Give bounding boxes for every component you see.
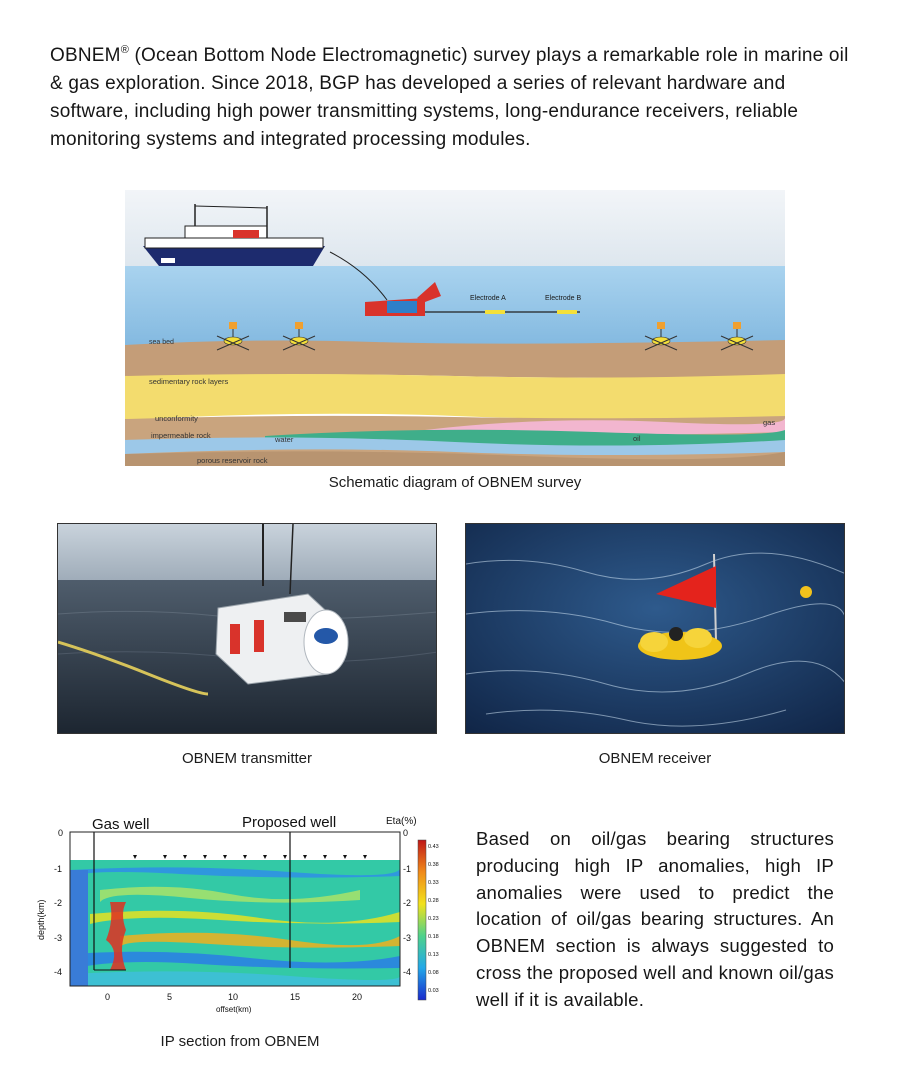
x-tick: 5 <box>167 992 173 1002</box>
brand-name: OBNEM <box>50 45 121 66</box>
seabed-layer <box>125 340 785 378</box>
schematic-diagram <box>125 190 785 466</box>
x-tick: 0 <box>105 992 111 1002</box>
electrode-a-marker <box>485 310 505 314</box>
colorbar-tick: 0.13 <box>428 952 439 958</box>
oil-label: oil <box>633 434 641 443</box>
colorbar-title: Eta(%) <box>386 816 417 827</box>
y-tick-right: -3 <box>403 933 412 943</box>
colorbar-tick: 0.18 <box>428 934 439 940</box>
y-tick-right: -1 <box>403 864 412 874</box>
intro-text: (Ocean Bottom Node Electromagnetic) survey plays a remarkable role in marine oil & gas exploration. Since 2018, BGP has developed a series of relevant hardware and software, including high power transmitting systems, long-endurance receivers, reliable monitoring systems and integrated processing modules. <box>50 45 849 150</box>
intro-paragraph <box>50 42 865 154</box>
description-paragraph: Based on oil/gas bearing structures producing high IP anomalies, high IP anomalies were used to predict the location of oil/gas bearing structures. An OBNEM section is always suggested to cross the proposed well and known oil/gas well if it is available. <box>476 828 834 1010</box>
x-tick: 20 <box>352 992 363 1002</box>
receiver-photo <box>465 523 845 734</box>
y-tick: -3 <box>54 933 63 943</box>
y-tick-right: 0 <box>403 828 409 838</box>
schematic-svg <box>125 190 785 466</box>
sedimentary-label: sedimentary rock layers <box>149 377 229 386</box>
x-tick: 15 <box>290 992 301 1002</box>
ip-section-figure <box>30 810 450 1025</box>
proposed-well-label: Proposed well <box>242 814 337 831</box>
transmitter-photo <box>57 523 437 734</box>
porous-label: porous reservoir rock <box>197 456 268 465</box>
colorbar-tick: 0.23 <box>428 916 439 922</box>
electrode-a-label: Electrode A <box>470 295 506 302</box>
y-tick: -2 <box>54 898 63 908</box>
water-label: water <box>275 435 294 444</box>
y-axis-label: depth(km) <box>36 899 46 940</box>
y-tick: -1 <box>54 864 63 874</box>
colorbar-tick: 0.03 <box>428 988 439 994</box>
y-tick: 0 <box>58 828 64 838</box>
impermeable-label: impermeable rock <box>151 431 211 440</box>
receiver-photo-svg <box>466 524 845 734</box>
registered-mark: ® <box>120 44 129 56</box>
buoy-icon <box>800 586 812 598</box>
ip-section-svg <box>30 810 450 1025</box>
receiver-caption: OBNEM receiver <box>598 750 712 767</box>
colorbar-tick: 0.43 <box>428 844 439 850</box>
y-tick-right: -4 <box>403 967 412 977</box>
x-tick: 10 <box>228 992 239 1002</box>
electrode-b-marker <box>557 310 577 314</box>
ip-section-caption: IP section from OBNEM <box>160 1033 320 1050</box>
schematic-caption: Schematic diagram of OBNEM survey <box>328 474 582 491</box>
gas-label: gas <box>763 418 776 427</box>
unconformity-label: unconformity <box>155 414 198 423</box>
colorbar-tick: 0.38 <box>428 862 439 868</box>
colorbar-tick: 0.28 <box>428 898 439 904</box>
sea-bed-label: sea bed <box>149 339 174 346</box>
x-axis-label: offset(km) <box>216 1005 252 1014</box>
colorbar <box>418 840 426 1000</box>
colorbar-tick: 0.08 <box>428 970 439 976</box>
colorbar-tick: 0.33 <box>428 880 439 886</box>
electrode-b-label: Electrode B <box>545 295 582 302</box>
transmitter-photo-svg <box>58 524 437 734</box>
y-tick: -4 <box>54 967 63 977</box>
gas-well-label: Gas well <box>92 816 150 833</box>
transmitter-caption: OBNEM transmitter <box>181 750 313 767</box>
y-tick-right: -2 <box>403 898 412 908</box>
